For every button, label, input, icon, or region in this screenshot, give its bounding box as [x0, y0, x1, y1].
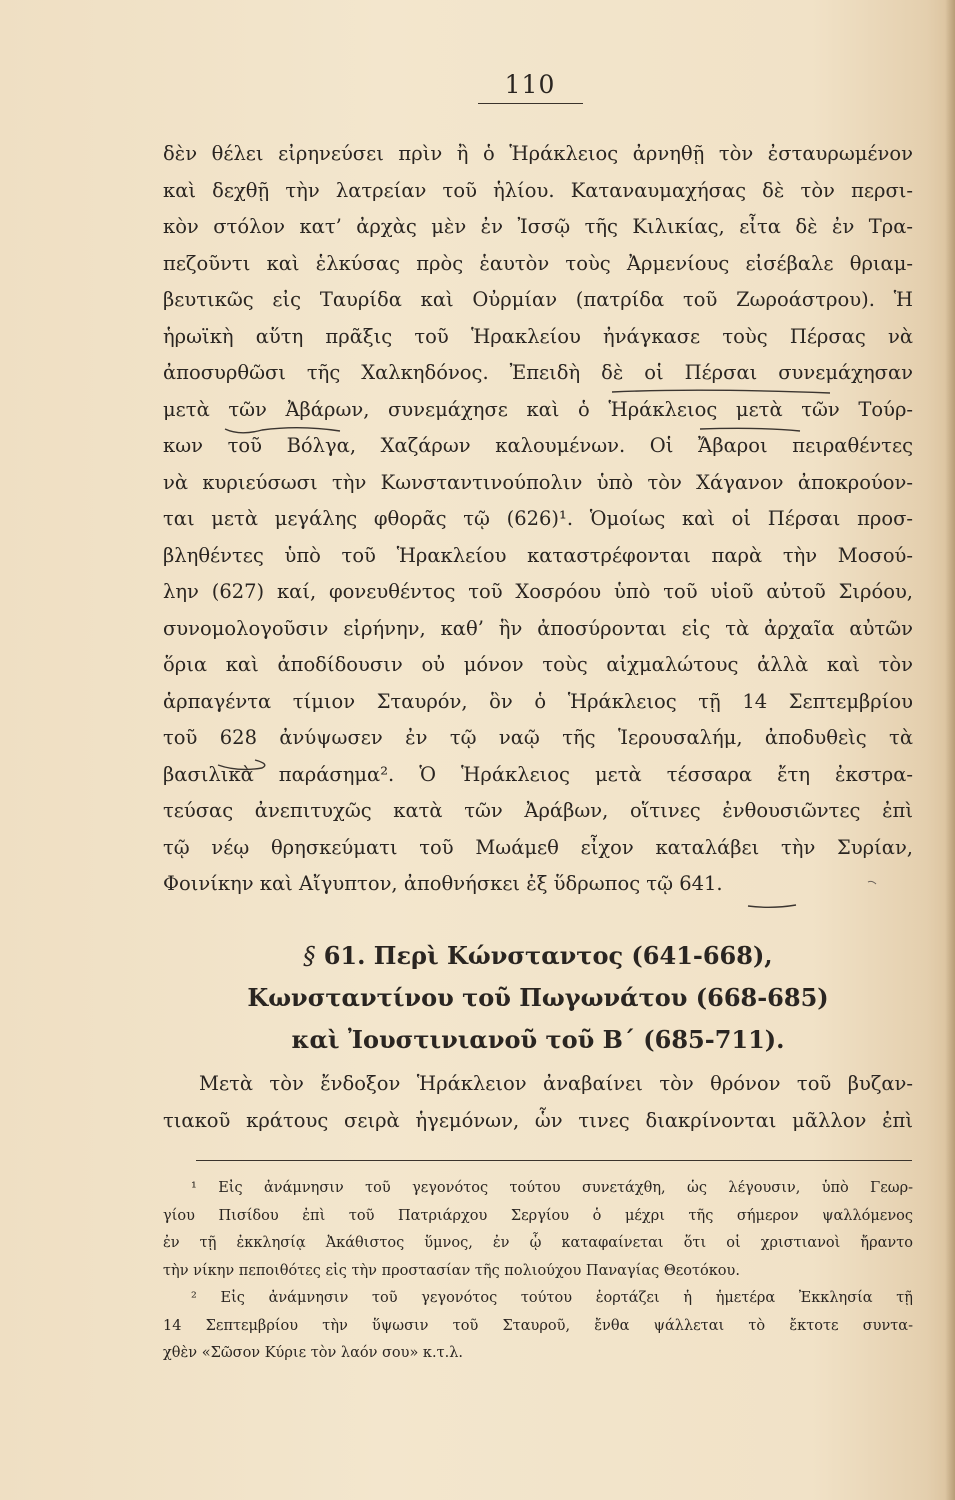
text-line: ὅρια καὶ ἀποδίδουσιν οὐ μόνον τοὺς αἰχμαλώτους ἀλλὰ καὶ τὸν	[163, 653, 913, 676]
text-line: μετὰ τῶν Ἀβάρων, συνεμάχησε καὶ ὁ Ἡράκλειος μετὰ τῶν Τούρ-	[163, 397, 913, 421]
text-line: νὰ κυριεύσωσι τὴν Κωνσταντινούπολιν ὑπὸ τὸν Χάγανον ἀποκρούον-	[163, 470, 913, 494]
page-edge-shadow	[945, 0, 955, 1500]
text-line: πεζοῦντι καὶ ἑλκύσας πρὸς ἑαυτὸν τοὺς Ἀρμενίους εἰσέβαλε θριαμ-	[163, 251, 913, 275]
text-line: κων τοῦ Βόλγα, Χαζάρων καλουμένων. Οἱ Ἄβαροι πειραθέντες	[163, 434, 913, 457]
section-heading	[163, 935, 913, 1061]
text-line: ἀποσυρθῶσι τῆς Χαλκηδόνος. Ἐπειδὴ δὲ οἱ Πέρσαι συνεμάχησαν	[163, 361, 913, 384]
text-line: ἁρπαγέντα τίμιον Σταυρόν, ὃν ὁ Ἡράκλειος τῇ 14 Σεπτεμβρίου	[163, 689, 913, 713]
section-mark: §	[303, 942, 316, 970]
heading-line-3: καὶ Ἰουστινιανοῦ τοῦ Β΄ (685-711).	[291, 1025, 785, 1054]
text-line: βασιλικὰ παράσημα². Ὁ Ἡράκλειος μετὰ τέσσαρα ἔτη ἐκστρα-	[163, 762, 913, 786]
page-number-underline	[478, 103, 583, 104]
heading-line-1	[163, 935, 913, 977]
text-line: τιακοῦ κράτους σειρὰ ἡγεμόνων, ὧν τινες διακρίνονται μᾶλλον ἐπὶ	[163, 1108, 913, 1132]
page-number: 110	[504, 70, 556, 99]
heading-title-1: 61. Περὶ Κώνσταντος (641-668),	[323, 941, 773, 970]
footnote-line: γίου Πισίδου ἐπὶ τοῦ Πατριάρχου Σεργίου ὁ μέχρι τῆς σήμερον ψαλλόμενος	[163, 1207, 913, 1224]
text-line: τεύσας ἀνεπιτυχῶς κατὰ τῶν Ἀράβων, οἵτινες ἐνθουσιῶντες ἐπὶ	[163, 799, 913, 822]
footnote-separator	[196, 1160, 912, 1161]
section-text-block	[163, 1066, 913, 1139]
text-line: δὲν θέλει εἰρηνεύσει πρὶν ἢ ὁ Ἡράκλειος ἀρνηθῇ τὸν ἐσταυρωμένον	[163, 142, 913, 165]
footnote-line: χθὲν «Σῶσον Κύριε τὸν λαόν σου» κ.τ.λ.	[163, 1345, 464, 1361]
text-line: κὸν στόλον κατ’ ἀρχὰς μὲν ἐν Ἰσσῷ τῆς Κιλικίας, εἶτα δὲ ἐν Τρα-	[163, 215, 913, 238]
footnote-line: τὴν νίκην πεποιθότες εἰς τὴν προστασίαν τῆς πολιούχου Παναγίας Θεοτόκου.	[163, 1262, 740, 1279]
text-line: ται μετὰ μεγάλης φθορᾶς τῷ (626)¹. Ὁμοίως καὶ οἱ Πέρσαι προσ-	[163, 507, 913, 530]
footnotes-block	[163, 1175, 913, 1368]
text-line: συνομολογοῦσιν εἰρήνην, καθ’ ἣν ἀποσύρονται εἰς τὰ ἀρχαῖα αὐτῶν	[163, 616, 913, 640]
text-line: Μετὰ τὸν ἔνδοξον Ἡράκλειον ἀναβαίνει τὸν θρόνον τοῦ βυζαν-	[199, 1072, 913, 1095]
text-line: ἡρωϊκὴ αὕτη πρᾶξις τοῦ Ἡρακλείου ἠνάγκασε τοὺς Πέρσας νὰ	[163, 324, 913, 348]
text-line: τοῦ 628 ἀνύψωσεν ἐν τῷ ναῷ τῆς Ἱερουσαλήμ, ἀποδυθεὶς τὰ	[163, 726, 913, 749]
footnote-line: ἐν τῇ ἐκκλησίᾳ Ἀκάθιστος ὕμνος, ἐν ᾧ καταφαίνεται ὅτι οἱ χριστιανοὶ ἤραντο	[163, 1235, 913, 1251]
text-line: Φοινίκην καὶ Αἴγυπτον, ἀποθνήσκει ἐξ ὕδρωπος τῷ 641.	[163, 872, 723, 895]
text-line: λην (627) καί, φονευθέντος τοῦ Χοσρόου ὑπὸ τοῦ υἱοῦ αὐτοῦ Σιρόου,	[163, 580, 913, 603]
text-line: τῷ νέῳ θρησκεύματι τοῦ Μωάμεθ εἶχον καταλάβει τὴν Συρίαν,	[163, 835, 913, 859]
text-line: καὶ δεχθῇ τὴν λατρείαν τοῦ ἡλίου. Καταναυμαχήσας δὲ τὸν περσι-	[163, 178, 913, 202]
footnote-line: ¹ Εἰς ἀνάμνησιν τοῦ γεγονότος τούτου συνετάχθη, ὡς λέγουσιν, ὑπὸ Γεωρ-	[191, 1180, 913, 1196]
text-line: βευτικῶς εἰς Ταυρίδα καὶ Οὐρμίαν (πατρίδα τοῦ Ζωροάστρου). Ἡ	[163, 288, 913, 311]
text-line: βληθέντες ὑπὸ τοῦ Ἡρακλείου καταστρέφονται παρὰ τὴν Μοσού-	[163, 543, 913, 567]
footnote-line: 14 Σεπτεμβρίου τὴν ὕψωσιν τοῦ Σταυροῦ, ἔνθα ψάλλεται τὸ ἔκτοτε συντα-	[163, 1317, 913, 1334]
footnote-line: ² Εἰς ἀνάμνησιν τοῦ γεγονότος τούτου ἑορτάζει ἡ ἡμετέρα Ἐκκλησία τῇ	[191, 1290, 913, 1306]
heading-line-2: Κωνσταντίνου τοῦ Πωγωνάτου (668-685)	[247, 983, 829, 1012]
main-text-block	[163, 136, 913, 903]
